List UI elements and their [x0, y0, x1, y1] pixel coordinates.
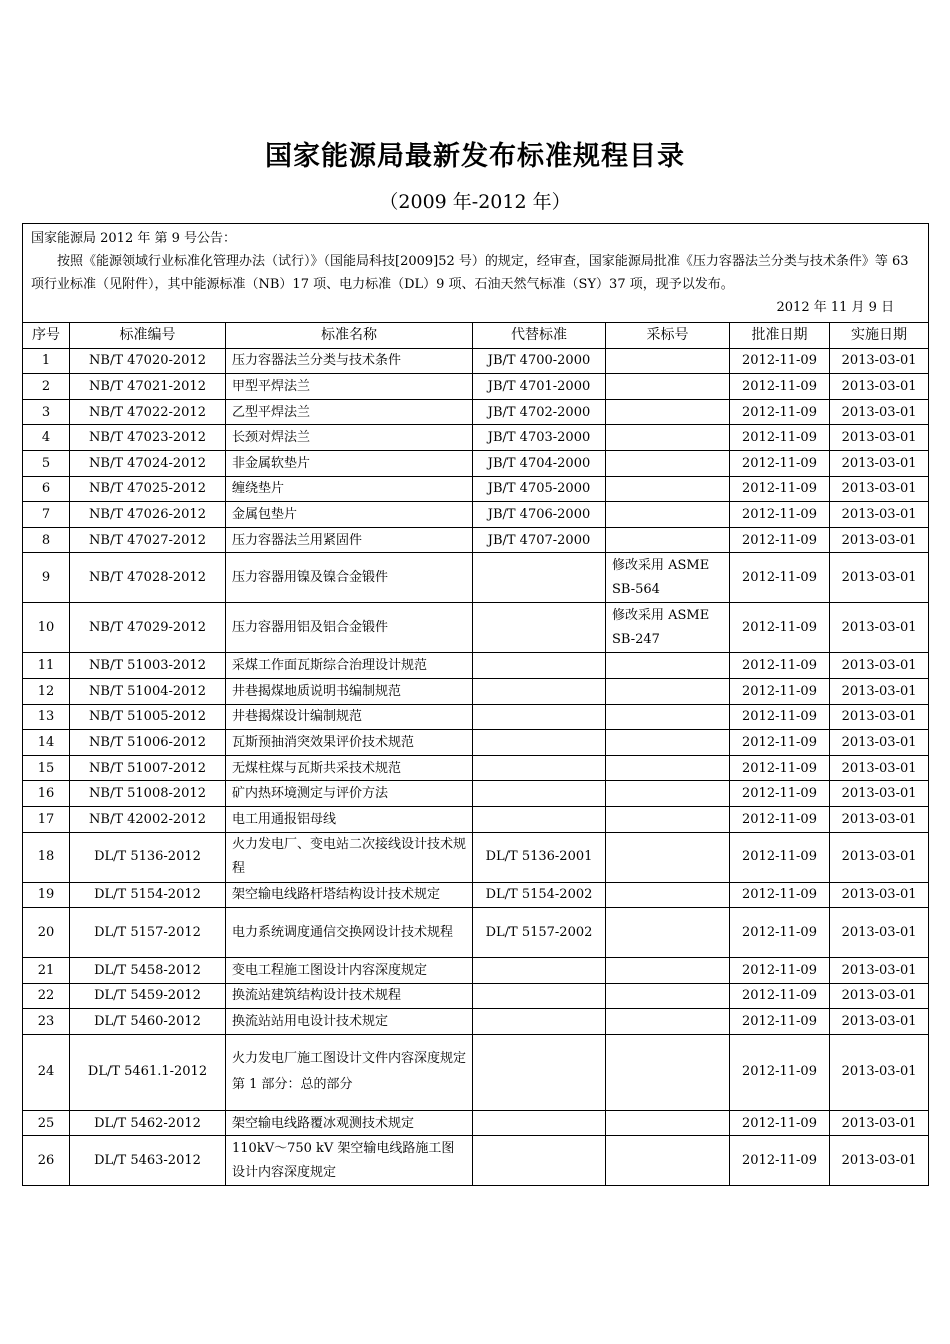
standards-table — [22, 223, 929, 1186]
standard-code: NB/T 47028-2012 — [70, 553, 226, 603]
approval-date: 2012-11-09 — [730, 704, 830, 730]
row-number: 15 — [23, 755, 70, 781]
adopted-standard — [606, 983, 730, 1009]
approval-date: 2012-11-09 — [730, 730, 830, 756]
standard-name: 矿内热环境测定与评价方法 — [226, 781, 473, 807]
adopted-standard — [606, 476, 730, 502]
table-row — [23, 704, 929, 730]
approval-date: 2012-11-09 — [730, 1110, 830, 1136]
announcement-row — [23, 224, 929, 323]
standard-code: DL/T 5458-2012 — [70, 958, 226, 984]
standard-code: NB/T 51008-2012 — [70, 781, 226, 807]
replaced-standard: DL/T 5157-2002 — [473, 908, 606, 958]
standard-code: NB/T 51005-2012 — [70, 704, 226, 730]
replaced-standard — [473, 755, 606, 781]
approval-date: 2012-11-09 — [730, 832, 830, 882]
adopted-standard: 修改采用 ASME SB-247 — [606, 603, 730, 653]
effective-date: 2013-03-01 — [830, 603, 929, 653]
table-row — [23, 678, 929, 704]
standard-code: NB/T 51007-2012 — [70, 755, 226, 781]
standard-name: 缠绕垫片 — [226, 476, 473, 502]
standard-code: NB/T 51003-2012 — [70, 653, 226, 679]
effective-date: 2013-03-01 — [830, 450, 929, 476]
replaced-standard — [473, 603, 606, 653]
standard-code: DL/T 5157-2012 — [70, 908, 226, 958]
approval-date: 2012-11-09 — [730, 1136, 830, 1186]
effective-date: 2013-03-01 — [830, 502, 929, 528]
replaced-standard: JB/T 4702-2000 — [473, 399, 606, 425]
effective-date: 2013-03-01 — [830, 653, 929, 679]
table-row — [23, 553, 929, 603]
adopted-standard — [606, 527, 730, 553]
standard-code: NB/T 47026-2012 — [70, 502, 226, 528]
adopted-standard — [606, 1034, 730, 1110]
standard-code: NB/T 47020-2012 — [70, 348, 226, 374]
replaced-standard: DL/T 5154-2002 — [473, 882, 606, 908]
standard-name: 井巷揭煤地质说明书编制规范 — [226, 678, 473, 704]
replaced-standard — [473, 1136, 606, 1186]
effective-date: 2013-03-01 — [830, 553, 929, 603]
table-row — [23, 603, 929, 653]
row-number: 18 — [23, 832, 70, 882]
table-row — [23, 908, 929, 958]
adopted-standard — [606, 399, 730, 425]
replaced-standard: DL/T 5136-2001 — [473, 832, 606, 882]
table-row — [23, 425, 929, 451]
effective-date: 2013-03-01 — [830, 348, 929, 374]
approval-date: 2012-11-09 — [730, 348, 830, 374]
replaced-standard — [473, 553, 606, 603]
table-row — [23, 983, 929, 1009]
effective-date: 2013-03-01 — [830, 704, 929, 730]
approval-date: 2012-11-09 — [730, 781, 830, 807]
row-number: 12 — [23, 678, 70, 704]
table-row — [23, 476, 929, 502]
standard-name: 架空输电线路覆冰观测技术规定 — [226, 1110, 473, 1136]
approval-date: 2012-11-09 — [730, 1034, 830, 1110]
row-number: 24 — [23, 1034, 70, 1110]
approval-date: 2012-11-09 — [730, 678, 830, 704]
announcement-heading: 国家能源局 2012 年 第 9 号公告： — [31, 231, 237, 246]
table-row — [23, 1009, 929, 1035]
approval-date: 2012-11-09 — [730, 1009, 830, 1035]
replaced-standard: JB/T 4705-2000 — [473, 476, 606, 502]
adopted-standard — [606, 958, 730, 984]
effective-date: 2013-03-01 — [830, 832, 929, 882]
standard-name: 电力系统调度通信交换网设计技术规程 — [226, 908, 473, 958]
row-number: 22 — [23, 983, 70, 1009]
row-number: 2 — [23, 374, 70, 400]
effective-date: 2013-03-01 — [830, 806, 929, 832]
replaced-standard — [473, 983, 606, 1009]
adopted-standard — [606, 781, 730, 807]
standard-code: NB/T 47022-2012 — [70, 399, 226, 425]
replaced-standard — [473, 1034, 606, 1110]
adopted-standard — [606, 653, 730, 679]
replaced-standard — [473, 678, 606, 704]
table-row — [23, 502, 929, 528]
standard-code: NB/T 47027-2012 — [70, 527, 226, 553]
standard-name: 压力容器用镍及镍合金锻件 — [226, 553, 473, 603]
header-replaces: 代替标准 — [473, 323, 606, 349]
standard-name: 瓦斯预抽消突效果评价技术规范 — [226, 730, 473, 756]
effective-date: 2013-03-01 — [830, 527, 929, 553]
row-number: 14 — [23, 730, 70, 756]
approval-date: 2012-11-09 — [730, 653, 830, 679]
approval-date: 2012-11-09 — [730, 502, 830, 528]
effective-date: 2013-03-01 — [830, 678, 929, 704]
table-row — [23, 374, 929, 400]
row-number: 6 — [23, 476, 70, 502]
replaced-standard — [473, 730, 606, 756]
adopted-standard — [606, 806, 730, 832]
table-row — [23, 348, 929, 374]
header-effective: 实施日期 — [830, 323, 929, 349]
standard-name: 火力发电厂施工图设计文件内容深度规定第 1 部分：总的部分 — [226, 1034, 473, 1110]
standard-code: NB/T 47023-2012 — [70, 425, 226, 451]
announcement-date: 2012 年 11 月 9 日 — [776, 300, 895, 315]
standard-code: NB/T 51006-2012 — [70, 730, 226, 756]
approval-date: 2012-11-09 — [730, 374, 830, 400]
adopted-standard — [606, 832, 730, 882]
adopted-standard — [606, 730, 730, 756]
replaced-standard — [473, 806, 606, 832]
effective-date: 2013-03-01 — [830, 425, 929, 451]
approval-date: 2012-11-09 — [730, 908, 830, 958]
standard-name: 压力容器法兰用紧固件 — [226, 527, 473, 553]
adopted-standard — [606, 502, 730, 528]
row-number: 23 — [23, 1009, 70, 1035]
replaced-standard: JB/T 4706-2000 — [473, 502, 606, 528]
standard-name: 金属包垫片 — [226, 502, 473, 528]
standard-name: 架空输电线路杆塔结构设计技术规定 — [226, 882, 473, 908]
approval-date: 2012-11-09 — [730, 425, 830, 451]
approval-date: 2012-11-09 — [730, 882, 830, 908]
effective-date: 2013-03-01 — [830, 983, 929, 1009]
standard-name: 电工用通报铝母线 — [226, 806, 473, 832]
table-row — [23, 1136, 929, 1186]
effective-date: 2013-03-01 — [830, 1009, 929, 1035]
row-number: 19 — [23, 882, 70, 908]
replaced-standard: JB/T 4701-2000 — [473, 374, 606, 400]
replaced-standard — [473, 653, 606, 679]
standard-code: DL/T 5462-2012 — [70, 1110, 226, 1136]
standard-name: 110kV～750 kV 架空输电线路施工图设计内容深度规定 — [226, 1136, 473, 1186]
replaced-standard — [473, 958, 606, 984]
adopted-standard — [606, 704, 730, 730]
header-approved: 批准日期 — [730, 323, 830, 349]
page-subtitle: （2009 年-2012 年） — [379, 191, 571, 213]
table-row — [23, 958, 929, 984]
adopted-standard — [606, 882, 730, 908]
adopted-standard — [606, 1009, 730, 1035]
row-number: 5 — [23, 450, 70, 476]
approval-date: 2012-11-09 — [730, 399, 830, 425]
row-number: 7 — [23, 502, 70, 528]
approval-date: 2012-11-09 — [730, 603, 830, 653]
table-row — [23, 781, 929, 807]
adopted-standard — [606, 678, 730, 704]
standard-name: 乙型平焊法兰 — [226, 399, 473, 425]
replaced-standard: JB/T 4704-2000 — [473, 450, 606, 476]
replaced-standard: JB/T 4707-2000 — [473, 527, 606, 553]
standard-name: 采煤工作面瓦斯综合治理设计规范 — [226, 653, 473, 679]
effective-date: 2013-03-01 — [830, 730, 929, 756]
approval-date: 2012-11-09 — [730, 553, 830, 603]
row-number: 10 — [23, 603, 70, 653]
replaced-standard: JB/T 4700-2000 — [473, 348, 606, 374]
standard-code: DL/T 5460-2012 — [70, 1009, 226, 1035]
row-number: 17 — [23, 806, 70, 832]
row-number: 1 — [23, 348, 70, 374]
effective-date: 2013-03-01 — [830, 1136, 929, 1186]
adopted-standard — [606, 755, 730, 781]
standard-code: DL/T 5459-2012 — [70, 983, 226, 1009]
standard-code: NB/T 47024-2012 — [70, 450, 226, 476]
replaced-standard: JB/T 4703-2000 — [473, 425, 606, 451]
table-row — [23, 882, 929, 908]
approval-date: 2012-11-09 — [730, 755, 830, 781]
adopted-standard — [606, 450, 730, 476]
standard-code: NB/T 47025-2012 — [70, 476, 226, 502]
adopted-standard — [606, 1110, 730, 1136]
standard-code: NB/T 42002-2012 — [70, 806, 226, 832]
announcement-body: 按照《能源领域行业标准化管理办法（试行）》（国能局科技[2009]52 号）的规定，经审查，国家能源局批准《压力容器法兰分类与技术条件》等 63 项行业标准（见附件），其中能源标准（NB）17 项、电力标准（DL）9 项、石油天然气标准（SY）37 项，现予以发布。 — [31, 254, 909, 292]
effective-date: 2013-03-01 — [830, 399, 929, 425]
standard-name: 非金属软垫片 — [226, 450, 473, 476]
row-number: 16 — [23, 781, 70, 807]
table-row — [23, 653, 929, 679]
standard-code: DL/T 5463-2012 — [70, 1136, 226, 1186]
standard-code: DL/T 5136-2012 — [70, 832, 226, 882]
table-row — [23, 832, 929, 882]
effective-date: 2013-03-01 — [830, 958, 929, 984]
adopted-standard — [606, 908, 730, 958]
table-row — [23, 755, 929, 781]
standard-name: 压力容器法兰分类与技术条件 — [226, 348, 473, 374]
standard-code: DL/T 5461.1-2012 — [70, 1034, 226, 1110]
row-number: 8 — [23, 527, 70, 553]
table-row — [23, 1110, 929, 1136]
row-number: 13 — [23, 704, 70, 730]
replaced-standard — [473, 781, 606, 807]
adopted-standard — [606, 1136, 730, 1186]
effective-date: 2013-03-01 — [830, 908, 929, 958]
row-number: 11 — [23, 653, 70, 679]
standard-name: 甲型平焊法兰 — [226, 374, 473, 400]
announcement — [23, 224, 929, 323]
header-adopt: 采标号 — [606, 323, 730, 349]
page-title: 国家能源局最新发布标准规程目录 — [265, 141, 685, 172]
standard-code: NB/T 47021-2012 — [70, 374, 226, 400]
standard-name: 压力容器用铝及铝合金锻件 — [226, 603, 473, 653]
effective-date: 2013-03-01 — [830, 882, 929, 908]
effective-date: 2013-03-01 — [830, 476, 929, 502]
table-row — [23, 806, 929, 832]
row-number: 25 — [23, 1110, 70, 1136]
adopted-standard — [606, 348, 730, 374]
effective-date: 2013-03-01 — [830, 781, 929, 807]
standard-name: 长颈对焊法兰 — [226, 425, 473, 451]
header-no: 序号 — [23, 323, 70, 349]
table-row — [23, 730, 929, 756]
replaced-standard — [473, 1110, 606, 1136]
row-number: 9 — [23, 553, 70, 603]
standard-code: DL/T 5154-2012 — [70, 882, 226, 908]
approval-date: 2012-11-09 — [730, 527, 830, 553]
row-number: 20 — [23, 908, 70, 958]
standard-name: 变电工程施工图设计内容深度规定 — [226, 958, 473, 984]
row-number: 3 — [23, 399, 70, 425]
standard-name: 换流站建筑结构设计技术规程 — [226, 983, 473, 1009]
row-number: 26 — [23, 1136, 70, 1186]
table-row — [23, 527, 929, 553]
header-code: 标准编号 — [70, 323, 226, 349]
standard-name: 井巷揭煤设计编制规范 — [226, 704, 473, 730]
effective-date: 2013-03-01 — [830, 755, 929, 781]
approval-date: 2012-11-09 — [730, 983, 830, 1009]
approval-date: 2012-11-09 — [730, 450, 830, 476]
row-number: 21 — [23, 958, 70, 984]
replaced-standard — [473, 704, 606, 730]
standard-name: 无煤柱煤与瓦斯共采技术规范 — [226, 755, 473, 781]
standard-name: 换流站站用电设计技术规定 — [226, 1009, 473, 1035]
adopted-standard: 修改采用 ASME SB-564 — [606, 553, 730, 603]
replaced-standard — [473, 1009, 606, 1035]
standard-code: NB/T 47029-2012 — [70, 603, 226, 653]
standard-code: NB/T 51004-2012 — [70, 678, 226, 704]
approval-date: 2012-11-09 — [730, 958, 830, 984]
row-number: 4 — [23, 425, 70, 451]
effective-date: 2013-03-01 — [830, 1034, 929, 1110]
adopted-standard — [606, 374, 730, 400]
approval-date: 2012-11-09 — [730, 476, 830, 502]
table-row — [23, 450, 929, 476]
header-name: 标准名称 — [226, 323, 473, 349]
table-row — [23, 1034, 929, 1110]
table-header-row — [23, 323, 929, 349]
effective-date: 2013-03-01 — [830, 1110, 929, 1136]
table-row — [23, 399, 929, 425]
adopted-standard — [606, 425, 730, 451]
effective-date: 2013-03-01 — [830, 374, 929, 400]
approval-date: 2012-11-09 — [730, 806, 830, 832]
standard-name: 火力发电厂、变电站二次接线设计技术规程 — [226, 832, 473, 882]
